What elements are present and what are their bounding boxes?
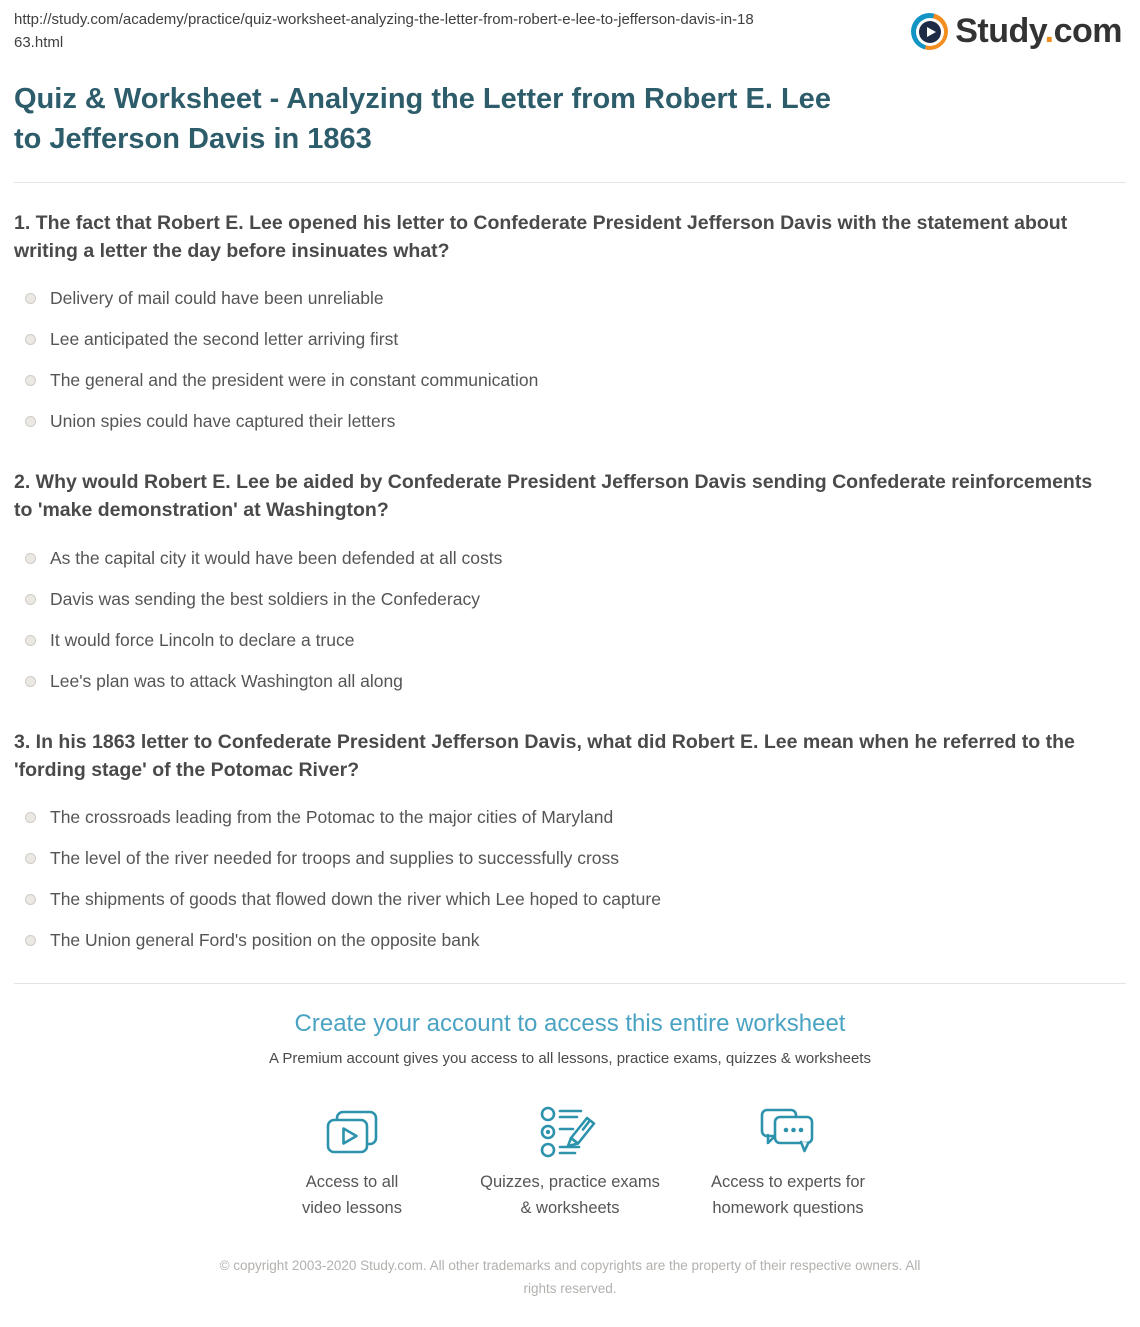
cta-divider (14, 983, 1126, 984)
option-label: The general and the president were in constant communication (50, 370, 539, 391)
feature-experts-chat (679, 1103, 897, 1221)
q2-option-3[interactable] (14, 620, 1126, 661)
q2-option-4[interactable] (14, 661, 1126, 702)
question-1 (14, 209, 1126, 443)
question-1-options (14, 278, 1126, 442)
question-3-text: 3. In his 1863 letter to Confederate President Jefferson Davis, what did Robert E. Lee mean when he referred to the 'fording stage' of the Potomac River? (14, 730, 1075, 782)
q2-option-1[interactable] (14, 538, 1126, 579)
radio-button[interactable] (25, 853, 36, 864)
radio-button[interactable] (25, 375, 36, 386)
feature-label: Access to experts for homework questions (710, 1173, 866, 1217)
q3-option-4[interactable] (14, 920, 1126, 961)
studycom-play-icon (911, 13, 948, 50)
option-label: It would force Lincoln to declare a truce (50, 629, 355, 650)
option-label: The crossroads leading from the Potomac to the major cities of Maryland (50, 807, 614, 828)
cta-section (0, 1010, 1140, 1067)
option-label: The Union general Ford's position on the opposite bank (50, 930, 480, 951)
q2-option-2[interactable] (14, 579, 1126, 620)
page-url: http://study.com/academy/practice/quiz-worksheet-analyzing-the-letter-from-robert-e-lee-to-jefferson-davis-in-1863.html (14, 11, 754, 52)
q1-option-4[interactable] (14, 401, 1126, 442)
studycom-logo-text: Study.com (955, 12, 1122, 50)
radio-button[interactable] (25, 553, 36, 564)
option-label: The level of the river needed for troops and supplies to successfully cross (50, 848, 620, 869)
q1-option-1[interactable] (14, 278, 1126, 319)
q3-option-3[interactable] (14, 879, 1126, 920)
q1-option-3[interactable] (14, 360, 1126, 401)
q3-option-2[interactable] (14, 838, 1126, 879)
radio-button[interactable] (25, 594, 36, 605)
option-label: As the capital city it would have been defended at all costs (50, 547, 503, 568)
cta-subheading: A Premium account gives you access to all lessons, practice exams, quizzes & worksheets (269, 1050, 871, 1068)
question-3 (14, 728, 1126, 962)
radio-button[interactable] (25, 935, 36, 946)
feature-quizzes-worksheets (461, 1103, 679, 1221)
feature-label: Quizzes, practice exams & worksheets (480, 1173, 660, 1217)
feature-video-lessons (243, 1103, 461, 1221)
question-3-options (14, 797, 1126, 961)
feature-label: Access to all video lessons (302, 1173, 402, 1217)
radio-button[interactable] (25, 334, 36, 345)
video-lessons-icon (243, 1103, 461, 1159)
option-label: Lee anticipated the second letter arriving first (50, 329, 399, 350)
radio-button[interactable] (25, 676, 36, 687)
option-label: Lee's plan was to attack Washington all along (50, 670, 403, 691)
option-label: Delivery of mail could have been unreliable (50, 288, 384, 309)
option-label: Union spies could have captured their letters (50, 411, 396, 432)
question-2-options (14, 538, 1126, 702)
radio-button[interactable] (25, 812, 36, 823)
features-row (0, 1103, 1140, 1221)
radio-button[interactable] (25, 293, 36, 304)
experts-chat-icon (679, 1103, 897, 1159)
question-1-text: 1. The fact that Robert E. Lee opened his letter to Confederate President Jefferson Davis with the statement about writing a letter the day before insinuates what? (14, 211, 1068, 262)
copyright-notice: © copyright 2003-2020 Study.com. All other trademarks and copyrights are the property of their respective owners. All rights reserved. (219, 1258, 921, 1297)
page-header (0, 0, 1140, 55)
title-divider (14, 182, 1126, 183)
studycom-logo[interactable] (911, 12, 1122, 51)
question-2 (14, 468, 1126, 702)
q1-option-2[interactable] (14, 319, 1126, 360)
page-title: Quiz & Worksheet - Analyzing the Letter from Robert E. Lee to Jefferson Davis in 1863 (14, 82, 831, 156)
q3-option-1[interactable] (14, 797, 1126, 838)
radio-button[interactable] (25, 635, 36, 646)
option-label: Davis was sending the best soldiers in the Confederacy (50, 588, 480, 609)
question-2-text: 2. Why would Robert E. Lee be aided by Confederate President Jefferson Davis sending Confederate reinforcements to 'make demonstration' at Washington? (14, 471, 1093, 522)
radio-button[interactable] (25, 416, 36, 427)
cta-heading[interactable]: Create your account to access this entire worksheet (294, 1010, 846, 1038)
quizzes-worksheets-icon (461, 1103, 679, 1159)
option-label: The shipments of goods that flowed down the river which Lee hoped to capture (50, 889, 661, 910)
radio-button[interactable] (25, 894, 36, 905)
